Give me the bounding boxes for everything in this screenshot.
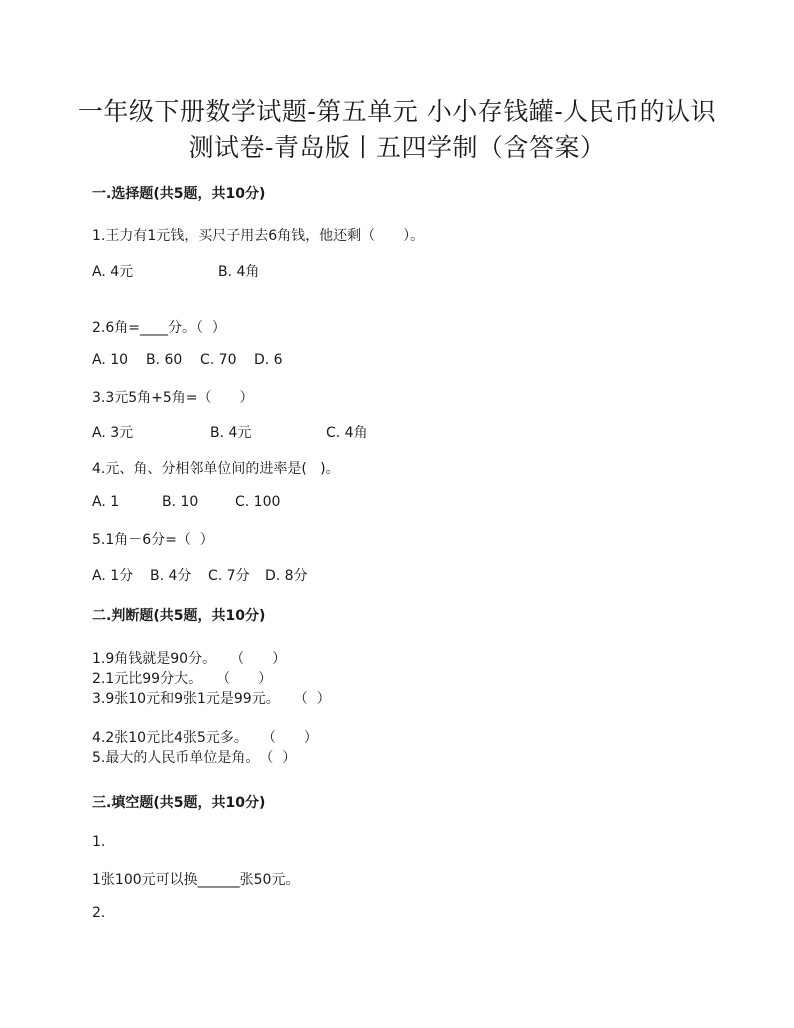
judgement-item-2: 2.1元比99分大。 （ ） [92, 671, 273, 687]
option-a: A. 4元 [92, 264, 134, 280]
section-heading-fill-blank: 三.填空题(共5题，共10分) [92, 795, 266, 811]
judgement-item-4: 4.2张10元比4张5元多。 （ ） [92, 730, 318, 746]
option-d: D. 6 [254, 352, 283, 368]
option-d: D. 8分 [265, 568, 308, 584]
option-c: C. 7分 [208, 568, 250, 584]
question-4-text: 4.元、角、分相邻单位间的进率是( )。 [92, 461, 340, 477]
option-c: C. 4角 [326, 425, 368, 441]
fill-question-2-number: 2. [92, 905, 106, 921]
option-a: A. 1分 [92, 568, 134, 584]
question-1-text: 1.王力有1元钱，买尺子用去6角钱，他还剩（ ）。 [92, 228, 425, 244]
option-c: C. 70 [200, 352, 237, 368]
judgement-item-3: 3.9张10元和9张1元是99元。 （ ） [92, 691, 331, 707]
option-b: B. 4分 [150, 568, 192, 584]
option-b: B. 4元 [210, 425, 252, 441]
section-heading-choice: 一.选择题(共5题，共10分) [92, 186, 266, 202]
question-2-text: 2.6角=____分。（ ） [92, 320, 226, 336]
document-title-line-2: 测试卷-青岛版丨五四学制（含答案） [188, 133, 606, 162]
question-3-text: 3.3元5角+5角=（ ） [92, 390, 254, 406]
option-b: B. 10 [162, 494, 199, 510]
fill-question-1-text: 1张100元可以换______张50元。 [92, 872, 300, 888]
option-a: A. 3元 [92, 425, 134, 441]
fill-question-1-number: 1. [92, 834, 106, 850]
judgement-item-1: 1.9角钱就是90分。 （ ） [92, 651, 287, 667]
option-a: A. 1 [92, 494, 120, 510]
document-title-line-1: 一年级下册数学试题-第五单元 小小存钱罐-人民币的认识 [77, 97, 717, 126]
option-b: B. 4角 [218, 264, 260, 280]
question-5-text: 5.1角－6分=（ ） [92, 532, 214, 548]
option-c: C. 100 [235, 494, 281, 510]
option-a: A. 10 [92, 352, 129, 368]
judgement-item-5: 5.最大的人民币单位是角。 （ ） [92, 750, 297, 766]
option-b: B. 60 [146, 352, 183, 368]
section-heading-judgement: 二.判断题(共5题，共10分) [92, 608, 266, 624]
